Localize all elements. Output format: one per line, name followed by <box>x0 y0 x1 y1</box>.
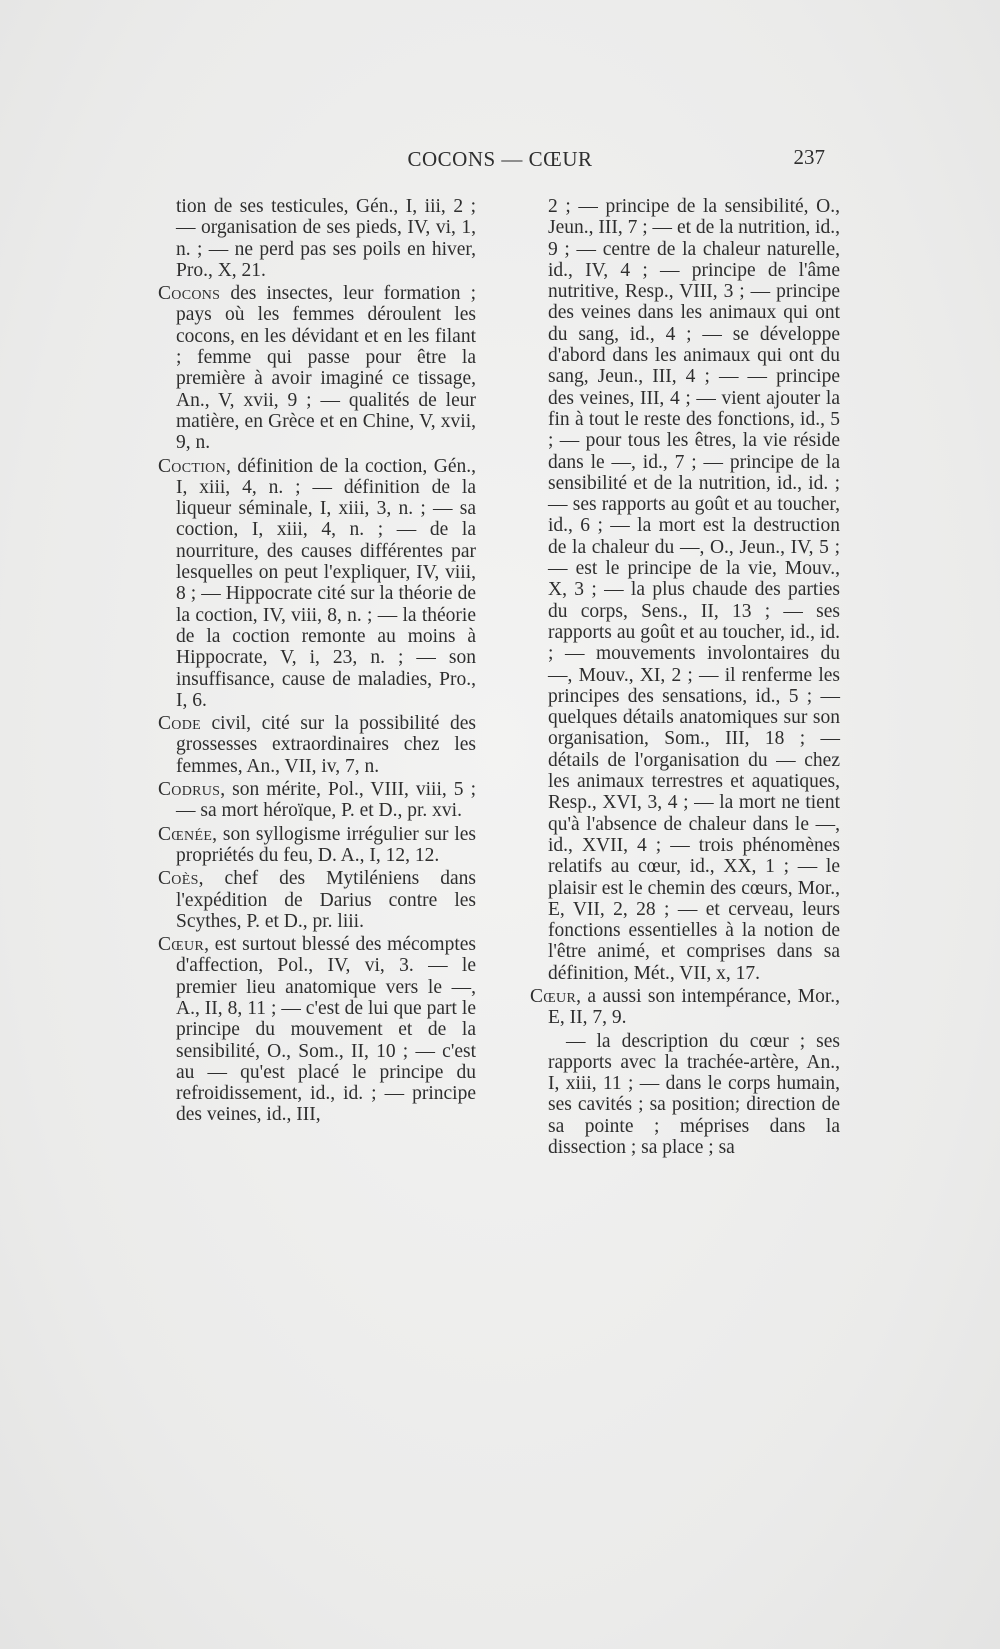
entry-text: , est surtout blessé des mécomptes d'affection, Pol., IV, vi, 3. — le premier lieu anatomique vers le —, A., II, 8, 11 ; — c'est de lui que part le principe du mouvement et de la sensibilité, O., Som., II, 10 ; — c'est au — qu'est placé le principe du refroidissement, id., id. ; — principe des veines, id., III, <box>176 934 476 1126</box>
entry-cocons <box>158 283 476 453</box>
running-header: COCONS — CŒUR <box>407 147 593 171</box>
right-column <box>530 196 840 1160</box>
headword: Cœur <box>158 934 205 956</box>
headword: Code <box>158 713 201 735</box>
headword: Codrus <box>158 779 221 801</box>
entry-coes <box>158 868 476 932</box>
entry-text: des insectes, leur formation ; pays où les femmes déroulent les cocons, en les dévidant et en les filant ; femme qui passe pour être la première à avoir imaginé ce tissage, An., V, xvii, 9 ; — qualités de leur matière, en Grèce et en Chine, V, xvii, 9, n. <box>176 283 476 454</box>
headword: Coès <box>158 868 199 890</box>
entry-text: , a aussi son intempérance, Mor., E, II, 7, 9. <box>548 985 840 1029</box>
entry-coenee <box>158 824 476 867</box>
entry-coeur-2 <box>530 986 840 1029</box>
headword: Cœnée <box>158 823 213 845</box>
entry-code <box>158 713 476 777</box>
headword: Coction <box>158 455 226 477</box>
entry-continuation: 2 ; — principe de la sensibilité, O., Jeun., III, 7 ; — et de la nutrition, id., 9 ; — centre de la chaleur naturelle, id., IV, 4 ; — principe de l'âme nutritive, Resp., VIII, 3 ; — principe des veines dans les animaux qui ont du sang, id., 4 ; — se développe d'abord dans les animaux qui ont du sang, Jeun., III, 4 ; — — principe des veines, III, 4 ; — vient ajouter la fin à tout le reste des fonctions, id., 5 ; — pour tous les êtres, la vie réside dans le —, id., 7 ; — principe de la sensibilité et de la nutrition, id., id. ; — ses rapports au goût et au toucher, id., 6 ; — la mort est la destruction de la chaleur du —, O., Jeun., IV, 5 ; — est le principe de la vie, Mouv., X, 3 ; — la plus chaude des parties du corps, Sens., II, 13 ; — ses rapports au goût et au toucher, id., id. ; — mouvements involontaires du —, Mouv., XI, 2 ; — il renferme les principes des sensations, id., 5 ; — quelques détails anatomiques sur son organisation, Som., III, 18 ; — détails de l'organisation du — chez les animaux terrestres et aquatiques, Resp., XVI, 3, 4 ; — la mort ne tient qu'à l'absence de chaleur dans le —, id., XVII, 4 ; — trois phénomènes relatifs au cœur, id., XX, 1 ; — le plaisir est le chemin des cœurs, Mor., E, VII, 2, 28 ; — et cerveau, leurs fonctions essentielles à la notion de l'être animé, et comprises dans sa définition, Mét., VII, x, 17. <box>548 196 840 984</box>
entry-coeur <box>158 934 476 1126</box>
entry-text: , chef des Mytiléniens dans l'expédition de Darius contre les Scythes, P. et D., pr. liii. <box>176 868 476 932</box>
headword: Cocons <box>158 283 221 305</box>
entry-text: civil, cité sur la possibilité des grossesses extraordinaires chez les femmes, An., VII, iv, 7, n. <box>176 713 476 777</box>
entry-coction <box>158 456 476 712</box>
left-column <box>158 196 476 1128</box>
entry-continuation: tion de ses testicules, Gén., I, iii, 2 ; — organisation de ses pieds, IV, vi, 1, n. ; — ne perd pas ses poils en hiver, Pro., X, 21. <box>176 196 476 281</box>
entry-codrus <box>158 779 476 822</box>
page-number: 237 <box>793 145 825 169</box>
headword: Cœur <box>530 985 577 1007</box>
entry-text: , définition de la coction, Gén., I, xiii, 4, n. ; — définition de la liqueur séminale, I, xiii, 3, n. ; — sa coction, I, xiii, 4, n. ; — de la nourriture, des causes différentes par lesquelles on peut l'expliquer, IV, viii, 8 ; — Hippocrate cité sur la théorie de la coction, IV, viii, 8, n. ; — la théorie de la coction remonte au moins à Hippocrate, V, i, 23, n. ; — son insuffisance, cause de maladies, Pro., I, 6. <box>176 455 476 711</box>
entry-text: , son syllogisme irrégulier sur les propriétés du feu, D. A., I, 12, 12. <box>176 823 476 866</box>
entry-text: , son mérite, Pol., VIII, viii, 5 ; — sa mort héroïque, P. et D., pr. xvi. <box>176 779 476 822</box>
entry-paragraph: — la description du cœur ; ses rapports avec la trachée-artère, An., I, xiii, 11 ; — dans le corps humain, ses cavités ; sa position; direction de sa pointe ; méprises dans la dissection ; sa place ; sa <box>548 1030 840 1159</box>
